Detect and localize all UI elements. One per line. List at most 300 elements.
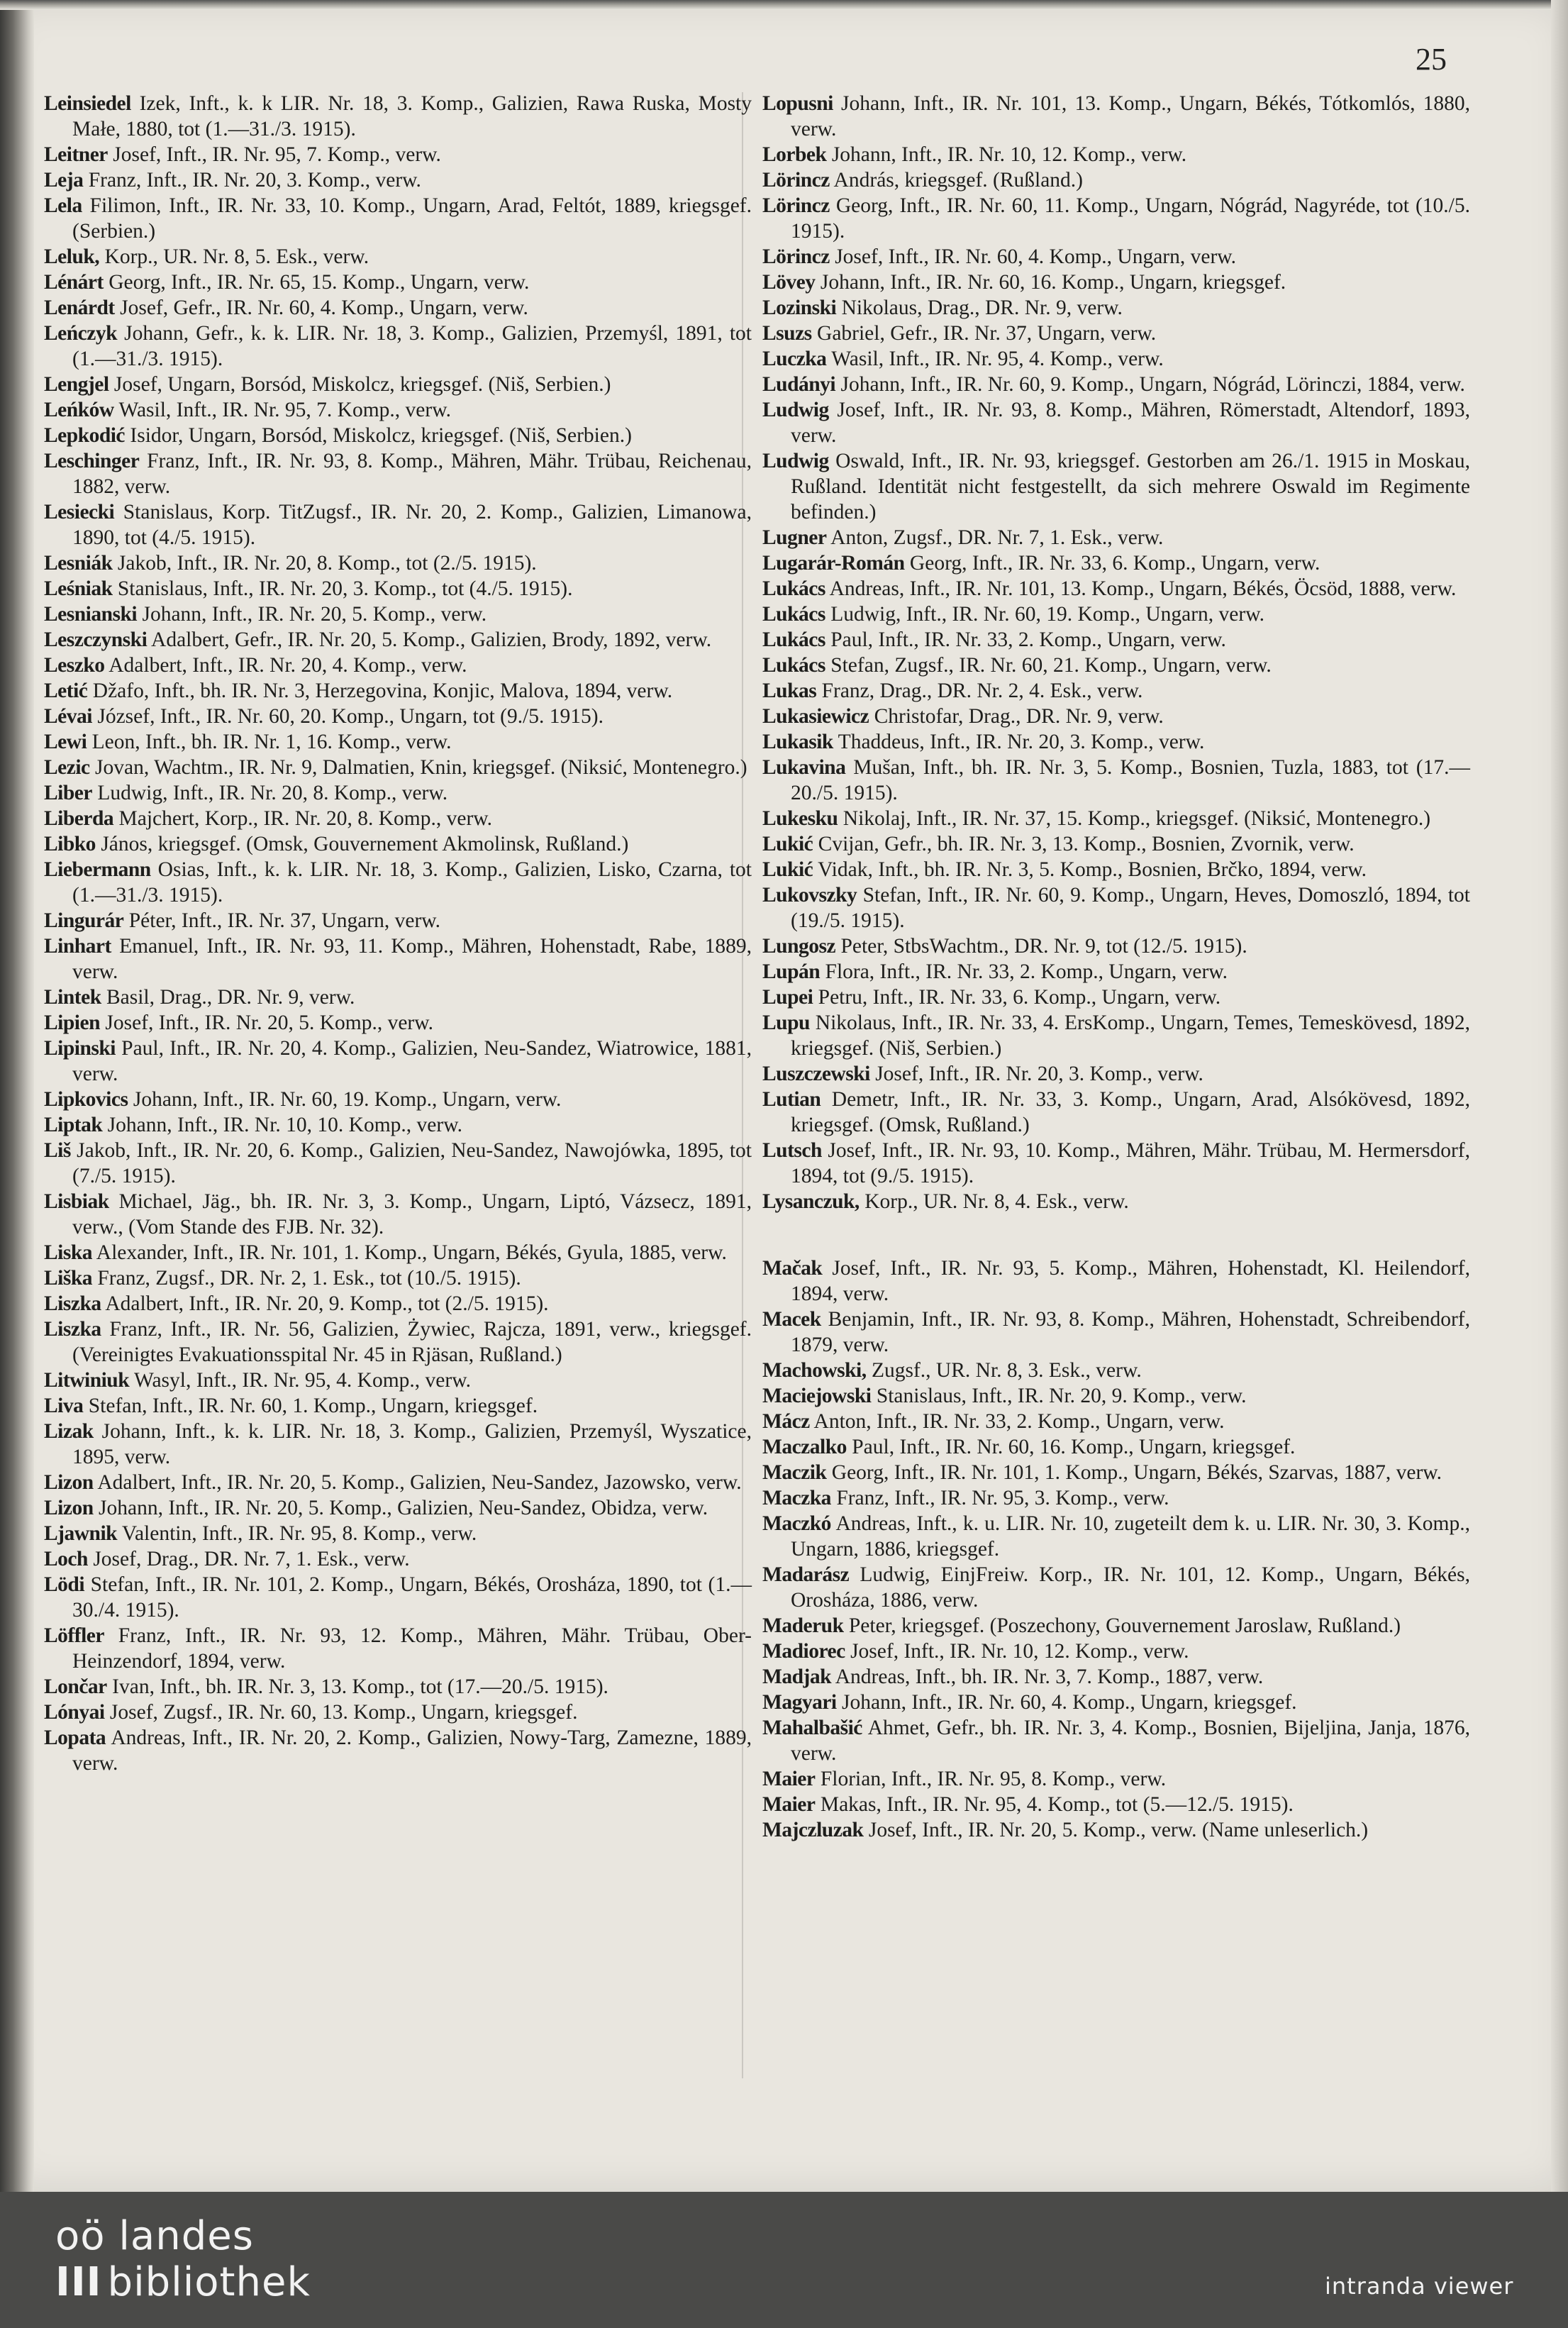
entry-surname: Ludwig [762,399,829,421]
entry-surname: Lsuzs [762,322,812,345]
entry-surname: Lukács [762,654,825,677]
register-entry [762,1010,1470,1061]
entry-surname: Loch [44,1548,88,1570]
entry-details: Adalbert, Inft., IR. Nr. 20, 9. Komp., tot (2./5. 1915). [101,1292,549,1315]
register-entry [762,142,1470,167]
register-entry [44,321,752,372]
entry-surname: Lizon [44,1497,94,1519]
entry-details: Flora, Inft., IR. Nr. 33, 2. Komp., Ungarn, verw. [820,960,1228,983]
right-column [762,91,1470,1843]
entry-surname: Lungosz [762,935,836,958]
entry-details: Georg, Inft., IR. Nr. 33, 6. Komp., Ungarn, verw. [904,552,1320,575]
entry-surname: Lörincz [762,194,830,217]
entry-details: Nikolaus, Drag., DR. Nr. 9, verw. [836,296,1123,319]
register-entry [44,499,752,550]
entry-surname: Maderuk [762,1614,844,1637]
entry-surname: Lukovszky [762,884,857,907]
register-entry [762,525,1470,550]
register-entry [762,295,1470,321]
register-entry [44,397,752,423]
register-entry [44,933,752,985]
entry-details: Nikolaj, Inft., IR. Nr. 37, 15. Komp., kriegsgef. (Niksić, Montenegro.) [838,807,1431,830]
entry-surname: Lesnianski [44,603,138,626]
entry-surname: Lukács [762,603,825,626]
register-entry [762,193,1470,244]
entry-surname: Liptak [44,1114,103,1136]
entry-surname: Lévai [44,705,92,728]
entry-details: Josef, Ungarn, Borsód, Miskolcz, kriegsgef. (Niš, Serbien.) [109,373,611,396]
entry-surname: Lipien [44,1011,100,1034]
entry-surname: Liš [44,1139,71,1162]
register-entry [762,959,1470,985]
register-entry [44,1291,752,1317]
register-entry [762,1409,1470,1434]
entry-surname: Lenárdt [44,296,115,319]
entry-details: Majchert, Korp., IR. Nr. 20, 8. Komp., verw. [113,807,493,830]
entry-surname: Lewi [44,731,87,753]
register-entry [762,653,1470,678]
register-entry [44,372,752,397]
entry-details: Valentin, Inft., IR. Nr. 95, 8. Komp., verw. [117,1522,477,1545]
register-entry [762,346,1470,372]
page-number: 25 [1416,42,1447,77]
entry-surname: Lezic [44,756,90,779]
entry-details: Demetr, Inft., IR. Nr. 33, 3. Komp., Ungarn, Arad, Alsókövesd, 1892, kriegsgef. (Omsk, Rußland.) [791,1088,1470,1136]
register-entry [762,1358,1470,1383]
register-entry [44,653,752,678]
entry-surname: Luszczewski [762,1063,870,1085]
entry-details: Ludwig, Inft., IR. Nr. 60, 19. Komp., Ungarn, verw. [825,603,1264,626]
entry-surname: Lukács [762,628,825,651]
entry-details: Franz, Drag., DR. Nr. 2, 4. Esk., verw. [816,680,1143,702]
entry-details: Adalbert, Gefr., IR. Nr. 20, 5. Komp., Galizien, Brody, 1892, verw. [147,628,712,651]
register-entry [762,1766,1470,1792]
entry-details: Johann, Inft., IR. Nr. 10, 10. Komp., verw. [102,1114,462,1136]
entry-details: Michael, Jäg., bh. IR. Nr. 3, 3. Komp., Ungarn, Liptó, Vázsecz, 1891, verw., (Vom Stande des FJB. Nr. 32). [72,1190,752,1238]
entry-details: Alexander, Inft., IR. Nr. 101, 1. Komp., Ungarn, Békés, Gyula, 1885, verw. [92,1241,727,1264]
entry-details: Oswald, Inft., IR. Nr. 93, kriegsgef. Gestorben am 26./1. 1915 in Moskau, Rußland. Identität nicht festgestellt, da sich mehrere Oswald im Regimente befinden.) [791,450,1470,523]
library-logo-line1[interactable]: oö landes [55,2213,254,2259]
entry-details: Osias, Inft., k. k. LIR. Nr. 18, 3. Komp., Galizien, Lisko, Czarna, tot (1.—31./3. 1915). [72,858,752,907]
entry-surname: Lysanczuk, [762,1190,860,1213]
entry-surname: Liška [44,1267,93,1290]
section-gap [762,1214,1470,1256]
entry-surname: Maczkó [762,1512,831,1535]
register-entry [44,1546,752,1572]
entry-details: Josef, Inft., IR. Nr. 20, 5. Komp., verw. [99,1011,434,1034]
entry-surname: Ludányi [762,373,836,396]
entry-details: Peter, kriegsgef. (Poszechony, Gouvernement Jaroslaw, Rußland.) [843,1614,1401,1637]
register-entry [762,1061,1470,1087]
register-entry [44,576,752,602]
entry-surname: Ljawnik [44,1522,118,1545]
entry-surname: Liva [44,1395,84,1417]
entry-surname: Lödi [44,1573,85,1596]
entry-details: Péter, Inft., IR. Nr. 37, Ungarn, verw. [123,909,441,932]
register-entry [44,704,752,729]
register-entry [762,678,1470,704]
register-entry [44,1240,752,1265]
register-entry [44,1368,752,1393]
register-entry [44,1265,752,1291]
register-entry [762,806,1470,831]
entry-details: Jakob, Inft., IR. Nr. 20, 6. Komp., Galizien, Neu-Sandez, Nawojówka, 1895, tot (7./5. 1915). [70,1139,752,1187]
register-entry [762,1613,1470,1639]
register-entry [762,1485,1470,1511]
register-entry [44,857,752,908]
entry-details: Johann, Inft., IR. Nr. 10, 12. Komp., verw. [826,143,1187,166]
entry-details: Jakob, Inft., IR. Nr. 20, 8. Komp., tot (2./5. 1915). [112,552,537,575]
entry-details: Gabriel, Gefr., IR. Nr. 37, Ungarn, verw. [811,322,1157,345]
entry-details: Thaddeus, Inft., IR. Nr. 20, 3. Komp., verw. [833,731,1205,753]
entry-details: Johann, Inft., IR. Nr. 20, 5. Komp., Galizien, Neu-Sandez, Obidza, verw. [93,1497,708,1519]
register-entry [44,1189,752,1240]
entry-surname: Lipkovics [44,1088,128,1111]
entry-surname: Lukas [762,680,817,702]
entry-surname: Letić [44,680,88,702]
entry-surname: Lesiecki [44,501,115,523]
entry-surname: Lončar [44,1675,107,1698]
entry-surname: Mahalbašić [762,1717,862,1739]
entry-details: Anton, Zugsf., DR. Nr. 7, 1. Esk., verw. [826,526,1164,549]
register-entry [44,295,752,321]
entry-surname: Lepkodić [44,424,126,447]
page-right-edge [1551,0,1568,2192]
entry-surname: Lupu [762,1011,810,1034]
entry-details: Georg, Inft., IR. Nr. 65, 15. Komp., Ungarn, verw. [103,271,530,294]
register-entry [762,1434,1470,1460]
entry-details: Ahmet, Gefr., bh. IR. Nr. 3, 4. Komp., Bosnien, Bijeljina, Janja, 1876, verw. [791,1717,1470,1765]
entry-surname: Leluk, [44,245,100,268]
entry-details: Josef, Inft., IR. Nr. 10, 12. Komp., verw. [845,1640,1189,1663]
entry-details: Mušan, Inft., bh. IR. Nr. 3, 5. Komp., Bosnien, Tuzla, 1883, tot (17.—20./5. 1915). [791,756,1470,804]
register-entry [762,1715,1470,1766]
entry-details: Ivan, Inft., bh. IR. Nr. 3, 13. Komp., tot (17.—20./5. 1915). [106,1675,608,1698]
register-entry [762,244,1470,270]
entry-details: Josef, Drag., DR. Nr. 7, 1. Esk., verw. [87,1548,410,1570]
entry-details: Franz, Zugsf., DR. Nr. 2, 1. Esk., tot (10./5. 1915). [92,1267,521,1290]
entry-details: Josef, Gefr., IR. Nr. 60, 4. Komp., Ungarn, verw. [114,296,528,319]
entry-surname: Lörincz [762,169,830,192]
entry-details: Paul, Inft., IR. Nr. 33, 2. Komp., Ungarn, verw. [825,628,1226,651]
entry-details: Josef, Zugsf., IR. Nr. 60, 13. Komp., Ungarn, kriegsgef. [104,1701,578,1724]
register-entry [44,1036,752,1087]
entry-details: Josef, Inft., IR. Nr. 20, 3. Komp., verw. [869,1063,1203,1085]
entry-surname: Liska [44,1241,93,1264]
register-entry [762,831,1470,857]
entry-surname: Machowski, [762,1359,867,1382]
register-entry [44,1674,752,1700]
entry-surname: Majczluzak [762,1819,864,1841]
entry-surname: Lorbek [762,143,827,166]
entry-details: Josef, Inft., IR. Nr. 93, 10. Komp., Mähren, Mähr. Trübau, M. Hermersdorf, 1894, tot (9./5. 1915). [791,1139,1470,1187]
entry-details: Ludwig, EinjFreiw. Korp., IR. Nr. 101, 12. Komp., Ungarn, Békés, Orosháza, 1886, verw. [791,1563,1470,1612]
entry-details: Benjamin, Inft., IR. Nr. 93, 8. Komp., Mähren, Hohenstadt, Schreibendorf, 1879, verw. [791,1308,1470,1356]
entry-details: Vidak, Inft., bh. IR. Nr. 3, 5. Komp., Bosnien, Brčko, 1894, verw. [813,858,1367,881]
register-entry [44,1317,752,1368]
entry-details: Franz, Inft., IR. Nr. 56, Galizien, Żywiec, Rajcza, 1891, verw., kriegsgef. (Vereinigtes Evakuationsspital Nr. 45 in Rjäsan, Rußland.) [72,1318,752,1366]
entry-surname: Leschinger [44,450,140,472]
entry-details: Adalbert, Inft., IR. Nr. 20, 4. Komp., verw. [104,654,467,677]
entry-details: Stanislaus, Korp. TitZugsf., IR. Nr. 20, 2. Komp., Galizien, Limanowa, 1890, tot (4./5. 1915). [72,501,752,549]
entry-details: Andreas, Inft., IR. Nr. 20, 2. Komp., Galizien, Nowy-Targ, Zamezne, 1889, verw. [72,1726,752,1775]
register-entry [762,627,1470,653]
entry-surname: Luczka [762,348,827,370]
entry-surname: Lónyai [44,1701,105,1724]
entry-details: Peter, StbsWachtm., DR. Nr. 9, tot (12./5. 1915). [835,935,1247,958]
register-entry [44,1572,752,1623]
entry-surname: Lesniák [44,552,113,575]
register-entry [762,1817,1470,1843]
entry-surname: Lipinski [44,1037,116,1060]
register-entry [44,1393,752,1419]
register-entry [762,1087,1470,1138]
entry-details: Paul, Inft., IR. Nr. 20, 4. Komp., Galizien, Neu-Sandez, Wiatrowice, 1881, verw. [72,1037,752,1085]
entry-surname: Mačak [762,1257,823,1280]
entry-surname: Lizon [44,1471,94,1494]
register-entry [762,1792,1470,1817]
register-entry [44,1112,752,1138]
entry-surname: Lukić [762,858,813,881]
entry-surname: Lozinski [762,296,837,319]
register-entry [44,806,752,831]
entry-surname: Linhart [44,935,111,958]
entry-surname: Lengjel [44,373,109,396]
register-entry [762,933,1470,959]
entry-surname: Macek [762,1308,821,1331]
entry-surname: Madiorec [762,1640,845,1663]
library-logo-bars-icon: III [55,2259,102,2305]
entry-surname: Lintek [44,986,101,1009]
entry-details: Wasil, Inft., IR. Nr. 95, 4. Komp., verw. [826,348,1164,370]
register-entry [44,755,752,780]
entry-details: Stefan, Zugsf., IR. Nr. 60, 21. Komp., Ungarn, verw. [825,654,1272,677]
entry-surname: Lénárt [44,271,104,294]
entry-details: Georg, Inft., IR. Nr. 101, 1. Komp., Ungarn, Békés, Szarvas, 1887, verw. [826,1461,1442,1484]
entry-surname: Leśniak [44,577,113,600]
register-entry [762,1664,1470,1690]
register-entry [44,91,752,142]
entry-surname: Leszko [44,654,105,677]
entry-details: Filimon, Inft., IR. Nr. 33, 10. Komp., Ungarn, Arad, Feltót, 1889, kriegsgef. (Serbien.) [72,194,752,243]
entry-surname: Lukasik [762,731,833,753]
entry-details: Anton, Inft., IR. Nr. 33, 2. Komp., Ungarn, verw. [809,1410,1225,1433]
entry-details: Josef, Inft., IR. Nr. 20, 5. Komp., verw. (Name unleserlich.) [863,1819,1369,1841]
entry-details: Ludwig, Inft., IR. Nr. 20, 8. Komp., verw. [91,782,448,804]
entry-surname: Maczalko [762,1436,847,1458]
register-entry [762,1138,1470,1189]
entry-surname: Lupán [762,960,821,983]
entry-surname: Liebermann [44,858,151,881]
register-entry [44,678,752,704]
entry-surname: Lopata [44,1726,106,1749]
register-entry [44,448,752,499]
entry-details: Stanislaus, Inft., IR. Nr. 20, 3. Komp., tot (4./5. 1915). [112,577,573,600]
register-entry [44,1010,752,1036]
entry-surname: Lutsch [762,1139,822,1162]
register-entry [44,985,752,1010]
entry-details: Johann, Inft., IR. Nr. 60, 16. Komp., Ungarn, kriegsgef. [815,271,1286,294]
entry-details: Johann, Inft., IR. Nr. 60, 19. Komp., Ungarn, verw. [128,1088,562,1111]
entry-details: Andreas, Inft., bh. IR. Nr. 3, 7. Komp., 1887, verw. [830,1665,1264,1688]
entry-details: Johann, Inft., IR. Nr. 20, 5. Komp., verw. [137,603,487,626]
register-entry [762,1639,1470,1664]
register-entry [44,1419,752,1470]
entry-details: József, Inft., IR. Nr. 60, 20. Komp., Ungarn, tot (9./5. 1915). [91,705,604,728]
register-entry [44,1700,752,1725]
entry-surname: Litwiniuk [44,1369,130,1392]
register-entry [44,1087,752,1112]
register-entry [762,270,1470,295]
register-entry [44,1623,752,1674]
library-logo-text: bibliothek [107,2259,311,2305]
register-entry [762,1383,1470,1409]
register-entry [762,882,1470,933]
entry-details: János, kriegsgef. (Omsk, Gouvernement Akmolinsk, Rußland.) [95,833,629,855]
register-entry [762,704,1470,729]
register-entry [762,448,1470,525]
entry-details: Josef, Inft., IR. Nr. 95, 7. Komp., verw. [107,143,441,166]
entry-details: Nikolaus, Inft., IR. Nr. 33, 4. ErsKomp., Ungarn, Temes, Temeskövesd, 1892, kriegsgef. (Niš, Serbien.) [791,1011,1470,1060]
entry-details: Josef, Inft., IR. Nr. 93, 5. Komp., Mähren, Hohenstadt, Kl. Heilendorf, 1894, verw. [791,1257,1470,1305]
entry-surname: Leja [44,169,84,192]
entry-surname: Liberda [44,807,114,830]
entry-details: Leon, Inft., bh. IR. Nr. 1, 16. Komp., verw. [87,731,452,753]
entry-details: Paul, Inft., IR. Nr. 60, 16. Komp., Ungarn, kriegsgef. [846,1436,1296,1458]
entry-surname: Maier [762,1793,816,1816]
entry-surname: Libko [44,833,96,855]
register-entry [44,627,752,653]
entry-details: Georg, Inft., IR. Nr. 60, 11. Komp., Ungarn, Nógrád, Nagyréde, tot (10./5. 1915). [791,194,1470,243]
entry-details: Stefan, Inft., IR. Nr. 60, 1. Komp., Ungarn, kriegsgef. [83,1395,538,1417]
entry-details: Josef, Inft., IR. Nr. 93, 8. Komp., Mähren, Römerstadt, Altendorf, 1893, verw. [791,399,1470,447]
register-entry [44,142,752,167]
entry-surname: Liszka [44,1318,101,1341]
register-entry [762,1256,1470,1307]
entry-surname: Mácz [762,1410,810,1433]
entry-surname: Ludwig [762,450,829,472]
entry-details: Franz, Inft., IR. Nr. 93, 8. Komp., Mähren, Mähr. Trübau, Reichenau, 1882, verw. [72,450,752,498]
entry-surname: Lela [44,194,82,217]
register-entry [44,193,752,244]
register-entry [762,550,1470,576]
entry-details: Emanuel, Inft., IR. Nr. 93, 11. Komp., Mähren, Hohenstadt, Rabe, 1889, verw. [72,935,752,983]
entry-details: Adalbert, Inft., IR. Nr. 20, 5. Komp., Galizien, Neu-Sandez, Jazowsko, verw. [93,1471,742,1494]
entry-surname: Lizak [44,1420,94,1443]
entry-surname: Liber [44,782,92,804]
entry-surname: Madjak [762,1665,831,1688]
page-binding-shadow [0,0,34,2192]
register-entry [44,908,752,933]
entry-details: András, kriegsgef. (Rußland.) [829,169,1084,192]
entry-details: Johann, Inft., k. k. LIR. Nr. 18, 3. Komp., Galizien, Przemyśl, Wyszatice, 1895, verw. [72,1420,752,1468]
entry-surname: Lugarár-Román [762,552,905,575]
entry-details: Korp., UR. Nr. 8, 5. Esk., verw. [99,245,369,268]
entry-surname: Leńczyk [44,322,118,345]
entry-details: Johann, Gefr., k. k. LIR. Nr. 18, 3. Komp., Galizien, Przemyśl, 1891, tot (1.—31./3. 1915). [72,322,752,370]
register-entry [44,602,752,627]
left-column [44,91,752,1776]
entry-surname: Lisbiak [44,1190,109,1213]
entry-surname: Lövey [762,271,816,294]
entry-details: Stefan, Inft., IR. Nr. 60, 9. Komp., Ungarn, Heves, Domoszló, 1894, tot (19./5. 1915). [791,884,1470,932]
register-entry [762,985,1470,1010]
register-entry [44,1470,752,1495]
register-entry [44,729,752,755]
register-entry [44,1521,752,1546]
register-entry [44,1725,752,1776]
register-entry [44,550,752,576]
register-entry [762,857,1470,882]
entry-surname: Leszczynski [44,628,148,651]
entry-surname: Lugner [762,526,827,549]
entry-details: Wasyl, Inft., IR. Nr. 95, 4. Komp., verw. [129,1369,471,1392]
entry-surname: Lukić [762,833,813,855]
viewer-brand-label[interactable]: intranda viewer [1325,2273,1514,2300]
entry-details: Andreas, Inft., k. u. LIR. Nr. 10, zugeteilt dem k. u. LIR. Nr. 30, 3. Komp., Ungarn, 1886, kriegsgef. [791,1512,1470,1561]
entry-details: Korp., UR. Nr. 8, 4. Esk., verw. [859,1190,1129,1213]
entry-details: Johann, Inft., IR. Nr. 60, 4. Komp., Ungarn, kriegsgef. [836,1691,1297,1714]
entry-surname: Leitner [44,143,108,166]
register-entry [44,1138,752,1189]
entry-surname: Magyari [762,1691,837,1714]
register-entry [762,576,1470,602]
entry-surname: Liszka [44,1292,101,1315]
entry-details: Stanislaus, Inft., IR. Nr. 20, 9. Komp., verw. [871,1385,1247,1407]
register-entry [762,1460,1470,1485]
register-entry [44,780,752,806]
entry-surname: Madarász [762,1563,850,1586]
entry-surname: Lukesku [762,807,838,830]
register-entry [762,1189,1470,1214]
entry-details: Florian, Inft., IR. Nr. 95, 8. Komp., verw. [815,1768,1167,1790]
register-entry [762,602,1470,627]
entry-details: Christofar, Drag., DR. Nr. 9, verw. [869,705,1164,728]
entry-details: Zugsf., UR. Nr. 8, 3. Esk., verw. [866,1359,1142,1382]
register-entry [762,91,1470,142]
entry-details: Petru, Inft., IR. Nr. 33, 6. Komp., Ungarn, verw. [813,986,1221,1009]
entry-surname: Lukavina [762,756,846,779]
entry-surname: Löffler [44,1624,104,1647]
entry-surname: Maciejowski [762,1385,872,1407]
register-entry [762,729,1470,755]
entry-surname: Lukasiewicz [762,705,869,728]
entry-details: Franz, Inft., IR. Nr. 93, 12. Komp., Mähren, Mähr. Trübau, Ober-Heinzendorf, 1894, verw. [72,1624,752,1673]
register-entry [762,755,1470,806]
register-entry [762,397,1470,448]
register-entry [762,1690,1470,1715]
entry-details: Wasil, Inft., IR. Nr. 95, 7. Komp., verw. [113,399,451,421]
entry-details: Isidor, Ungarn, Borsód, Miskolcz, kriegsgef. (Niš, Serbien.) [125,424,632,447]
register-entry [44,1495,752,1521]
entry-details: Makas, Inft., IR. Nr. 95, 4. Komp., tot (5.—12./5. 1915). [815,1793,1294,1816]
entry-details: Johann, Inft., IR. Nr. 101, 13. Komp., Ungarn, Békés, Tótkomlós, 1880, verw. [791,92,1470,140]
entry-surname: Maczik [762,1461,827,1484]
entry-surname: Leńków [44,399,114,421]
entry-details: Džafo, Inft., bh. IR. Nr. 3, Herzegovina, Konjic, Malova, 1894, verw. [87,680,673,702]
register-entry [762,167,1470,193]
library-logo-line2[interactable] [55,2259,311,2305]
page-top-edge [0,0,1568,10]
register-entry [44,167,752,193]
register-entry [44,244,752,270]
entry-surname: Maczka [762,1487,831,1509]
register-entry [762,321,1470,346]
entry-surname: Lukács [762,577,825,600]
register-entry [762,1307,1470,1358]
register-entry [762,1562,1470,1613]
entry-details: Cvijan, Gefr., bh. IR. Nr. 3, 13. Komp., Bosnien, Zvornik, verw. [813,833,1355,855]
